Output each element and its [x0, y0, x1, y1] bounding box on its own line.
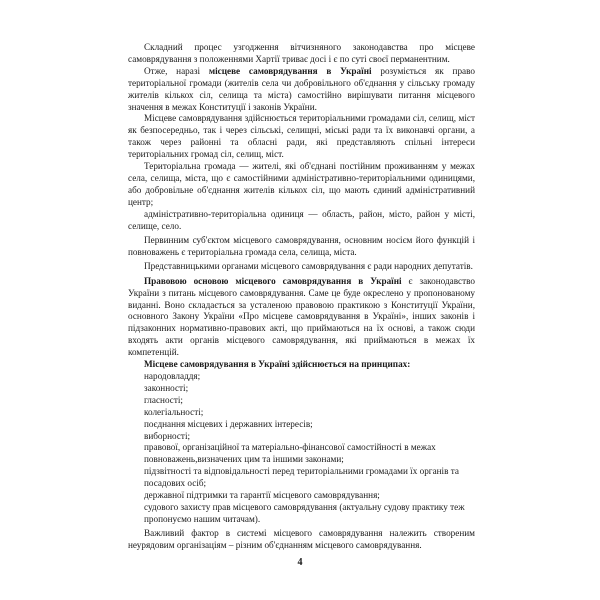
list-item	[128, 442, 475, 466]
list-item	[128, 466, 475, 490]
list-item	[128, 371, 475, 383]
page-number: 4	[297, 557, 303, 568]
paragraph	[128, 113, 475, 161]
text-run: гласності;	[144, 394, 183, 405]
text-run: Важливий фактор в системі місцевого самоврядування належить створеним неурядовим організаціям – різним об'єднанням місцевого самоврядування.	[128, 528, 475, 551]
paragraph	[128, 66, 475, 114]
list-item	[128, 383, 475, 395]
bold-text: місцеве самоврядування в Україні	[208, 65, 372, 76]
text-run: виборності;	[144, 430, 191, 441]
text-run: підзвітності та відповідальності перед територіальними громадами їх органів та посадових осіб;	[144, 466, 459, 489]
text-run: судового захисту прав місцевого самоврядування (актуальну судову практику теж пропонуємо нашим читачам).	[144, 501, 465, 524]
body-text	[128, 42, 475, 552]
paragraph	[128, 161, 475, 209]
paragraph	[128, 528, 475, 552]
text-run: є законодавство України з питань місцевого самоврядування. Саме це буде окреслено у пропонованому виданні. Воно складається за усталеною правовою практикою з Конституції України, основного Закону України «Про місцеве самоврядування в Україні», інших законів і підзаконних нормативно-правових акті, що приймаються на їх основі, а також сюди входять акти органів місцевого самоврядування, які приймаються в межах їх компетенцій.	[128, 275, 475, 358]
text-run: Складний процес узгодження вітчизняного законодавства про місцеве самоврядування з положеннями Хартії триває досі і є по суті своєї перманентним.	[128, 42, 475, 64]
text-run: розуміється як право територіальної громади (жителів села чи добровільного об'єднання у сільську громаду жителів кількох сіл, селища та міста) самостійно вирішувати питання місцевого значення в межах Конституції і законів України.	[128, 65, 476, 112]
paragraph	[128, 235, 475, 259]
paragraph	[128, 209, 475, 233]
list-item	[128, 431, 475, 443]
paragraph	[128, 42, 475, 66]
text-run: правової, організаційної та матеріально-фінансової самостійності в межах повноважень,визначених цим та іншими законами;	[144, 442, 436, 465]
list-item	[128, 502, 475, 526]
text-run: Територіальна громада — жителі, які об'єднані постійним проживанням у межах села, селища, міста, що є самостійними адміністративно-територіальними одиницями, або добровільне об'єднання жителів кількох сіл, що мають єдиний адміністративний центр;	[128, 161, 475, 207]
text-run: колегіальності;	[144, 406, 204, 417]
list-item	[128, 419, 475, 431]
paragraph	[128, 261, 475, 273]
list-item	[128, 395, 475, 407]
text-run: поєднання місцевих і державних інтересів;	[144, 418, 313, 429]
list-item	[128, 407, 475, 419]
paragraph	[128, 359, 475, 371]
text-run: державної підтримки та гарантії місцевого самоврядування;	[144, 490, 380, 501]
text-run: Представницькими органами місцевого самоврядування є ради народних депутатів.	[144, 261, 473, 272]
paragraph	[128, 276, 475, 359]
bold-text: Правовою основою місцевого самоврядування в Україні	[144, 275, 402, 286]
list-item	[128, 490, 475, 502]
text-run: Отже, наразі	[144, 65, 209, 76]
text-run: народовладдя;	[144, 370, 201, 381]
text-run: адміністративно-територіальна одиниця — область, район, місто, район у місті, селище, село.	[128, 208, 475, 231]
text-run: законності;	[144, 382, 189, 393]
bold-text: Місцеве самоврядування в Україні здійснюється на принципах:	[144, 359, 411, 370]
text-run: Місцеве самоврядування здійснюється територіальними громадами сіл, селищ, міст як безпосередньо, так і через сільські, селищні, міські ради та їх виконавчі органи, а також через районні та обласні ради, які представляють спільні інтереси територіальних громад сіл, селищ, міст.	[128, 113, 475, 160]
text-run: Первинним суб'єктом місцевого самоврядування, основним носієм його функцій і повноважень є територіальна громада села, селища, міста.	[128, 235, 475, 257]
